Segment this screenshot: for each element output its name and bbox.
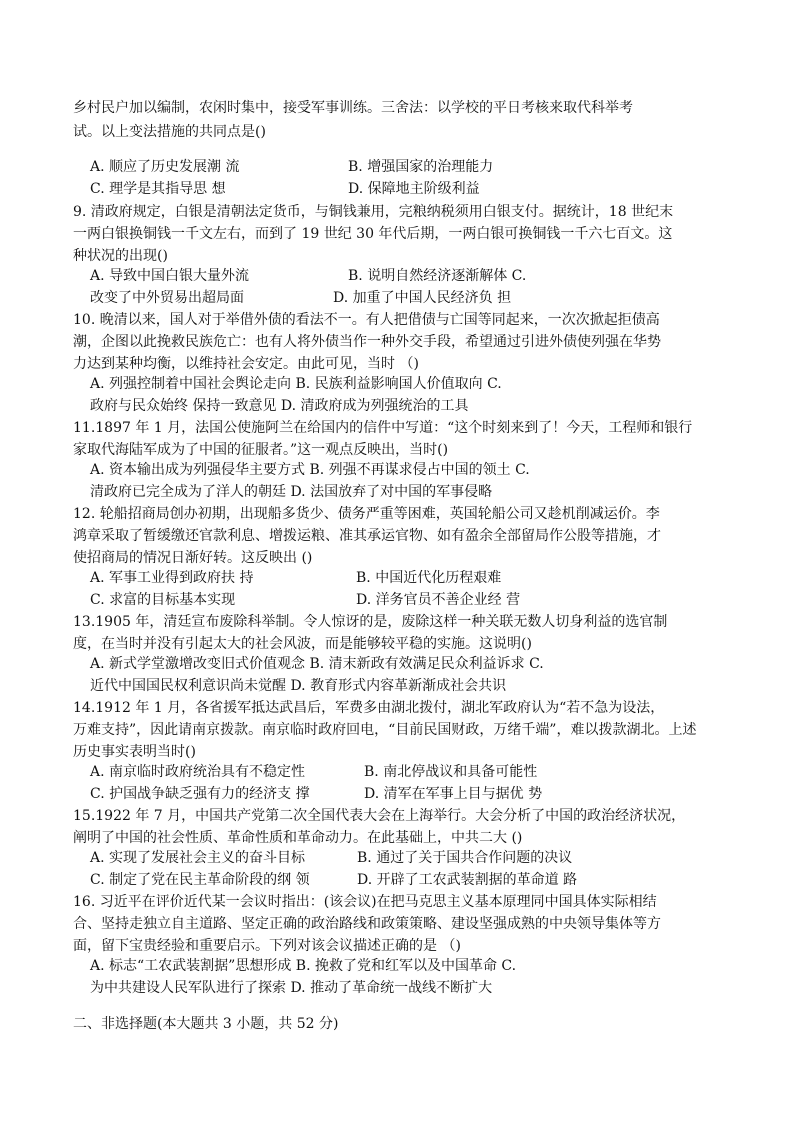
q16-stem-line-1: 16. 习近平在评价近代某一会议时指出：(该会议)在把马克思主义基本原理同中国具体实际相结 <box>73 894 657 910</box>
q12-option-c: C. 求富的目标基本实现 <box>90 592 236 608</box>
section-2-heading: 二、非选择题(本大题共 3 小题，共 52 分) <box>73 1016 339 1032</box>
q12-option-b: B. 中国近代化历程艰难 <box>356 570 502 586</box>
q16-stem-line-2: 合、坚持走独立自主道路、坚定正确的政治路线和政策策略、建设坚强成熟的中央领导集体等方 <box>73 916 661 932</box>
q8-option-d: D. 保障地主阶级利益 <box>348 181 480 197</box>
q12-stem-line-3: 使招商局的情况日渐好转。这反映出 () <box>73 550 313 566</box>
q9-stem-line-3: 种状况的出现() <box>73 248 168 264</box>
q12-option-d: D. 洋务官员不善企业经 营 <box>356 592 521 608</box>
q13-stem-line-1: 13.1905 年，清廷宣布废除科举制。令人惊讶的是，废除这样一种关联无数人切身利益的选官制 <box>73 614 668 630</box>
q11-options-line-2: 清政府已完全成为了洋人的朝廷 D. 法国放弃了对中国的军事侵略 <box>90 484 493 500</box>
q8-stem-line-1: 乡村民户加以编制，农闲时集中，接受军事训练。三舍法：以学校的平日考核来取代科举考 <box>73 100 633 116</box>
q9-stem-line-2: 一两白银换铜钱一千文左右，而到了 19 世纪 30 年代后期，一两白银可换铜钱一千六七百文。这 <box>73 226 673 242</box>
q14-option-b: B. 南北停战议和具备可能性 <box>364 764 538 780</box>
q10-stem-line-3: 力达到某种均衡，以维持社会安定。由此可见，当时 （) <box>73 356 419 372</box>
q11-stem-line-2: 家取代海陆军成为了中国的征服者。”这一观点反映出，当时() <box>73 442 449 458</box>
q12-option-a: A. 军事工业得到政府扶 持 <box>90 570 254 586</box>
q15-stem-line-2: 阐明了中国的社会性质、革命性质和革命动力。在此基础上，中共二大 () <box>73 830 523 846</box>
q14-stem-line-3: 历史事实表明当时() <box>73 744 196 760</box>
q14-stem-line-2: 万难支持”，因此请南京拨款。南京临时政府回电，“目前民国财政，万绪千端”，难以拨款湖北。上述 <box>73 722 697 738</box>
q15-option-c: C. 制定了党在民主革命阶段的纲 领 <box>90 872 310 888</box>
q10-options-line-1: A. 列强控制着中国社会舆论走向 B. 民族利益影响国人价值取向 C. <box>90 376 502 392</box>
q13-stem-line-2: 度，在当时并没有引起太大的社会风波，而是能够较平稳的实施。这说明() <box>73 636 532 652</box>
q10-stem-line-2: 潮，企图以此挽救民族危亡：也有人将外债当作一种外交手段，希望通过引进外债使列强在华势 <box>73 334 661 350</box>
q16-options-line-1: A. 标志“工农武装割据”思想形成 B. 挽救了党和红军以及中国革命 C. <box>90 958 517 974</box>
q9-option-d: D. 加重了中国人民经济负 担 <box>333 290 512 306</box>
q14-option-a: A. 南京临时政府统治具有不稳定性 <box>90 764 306 780</box>
q14-stem-line-1: 14.1912 年 1 月，各省援军抵达武昌后，军费多由湖北拨付，湖北军政府认为“若不急为设法， <box>73 700 665 716</box>
q13-options-line-2: 近代中国国民权利意识尚未觉醒 D. 教育形式内容革新渐成社会共识 <box>90 678 507 694</box>
q9-option-a: A. 导致中国白银大量外流 <box>90 268 250 284</box>
q13-options-line-1: A. 新式学堂激增改变旧式价值观念 B. 清末新政有效满足民众利益诉求 C. <box>90 656 544 672</box>
q14-option-c: C. 护国战争缺乏强有力的经济支 撑 <box>90 786 310 802</box>
q9-option-c: 改变了中外贸易出超局面 <box>90 290 244 306</box>
q15-option-a: A. 实现了发展社会主义的奋斗目标 <box>90 850 306 866</box>
q14-option-d: D. 清军在军事上目与据优 势 <box>364 786 543 802</box>
q8-option-a: A. 顺应了历史发展潮 流 <box>90 159 240 175</box>
q16-stem-line-3: 面，留下宝贵经验和重要启示。下列对该会议描述正确的是 （) <box>73 938 461 954</box>
q8-option-c: C. 理学是其指导思 想 <box>90 181 226 197</box>
q15-option-d: D. 开辟了工农武装割据的革命道 路 <box>357 872 578 888</box>
q16-options-line-2: 为中共建设人民军队进行了探索 D. 推动了革命统一战线不断扩大 <box>90 980 493 996</box>
q9-stem-line-1: 9. 清政府规定，白银是清朝法定货币，与铜钱兼用，完粮纳税须用白银支付。据统计，18 世纪末 <box>73 204 674 220</box>
q15-option-b: B. 通过了关于国共合作问题的决议 <box>357 850 573 866</box>
q12-stem-line-2: 鸿章采取了暂缓缴还官款利息、增拨运粮、准其承运官物、如有盈余全部留局作公股等措施，才 <box>73 528 661 544</box>
q11-options-line-1: A. 资本输出成为列强侵华主要方式 B. 列强不再谋求侵占中国的领土 C. <box>90 462 530 478</box>
q10-stem-line-1: 10. 晚清以来，国人对于举借外债的看法不一。有人把借债与亡国等同起来，一次次掀起拒债高 <box>73 312 660 328</box>
q10-options-line-2: 政府与民众始终 保持一致意见 D. 清政府成为列强统治的工具 <box>90 398 469 414</box>
q11-stem-line-1: 11.1897 年 1 月，法国公使施阿兰在给国内的信件中写道：“这个时刻来到了！今天，工程师和银行 <box>73 420 693 436</box>
q12-stem-line-1: 12. 轮船招商局创办初期，出现船多货少、债务严重等困难，英国轮船公司又趁机削减运价。李 <box>73 506 660 522</box>
q9-option-b: B. 说明自然经济逐渐解体 C. <box>348 268 527 284</box>
q8-stem-line-2: 试。以上变法措施的共同点是() <box>73 124 266 140</box>
q8-option-b: B. 增强国家的治理能力 <box>348 159 494 175</box>
q15-stem-line-1: 15.1922 年 7 月，中国共产党第二次全国代表大会在上海举行。大会分析了中国的政治经济状况， <box>73 808 686 824</box>
